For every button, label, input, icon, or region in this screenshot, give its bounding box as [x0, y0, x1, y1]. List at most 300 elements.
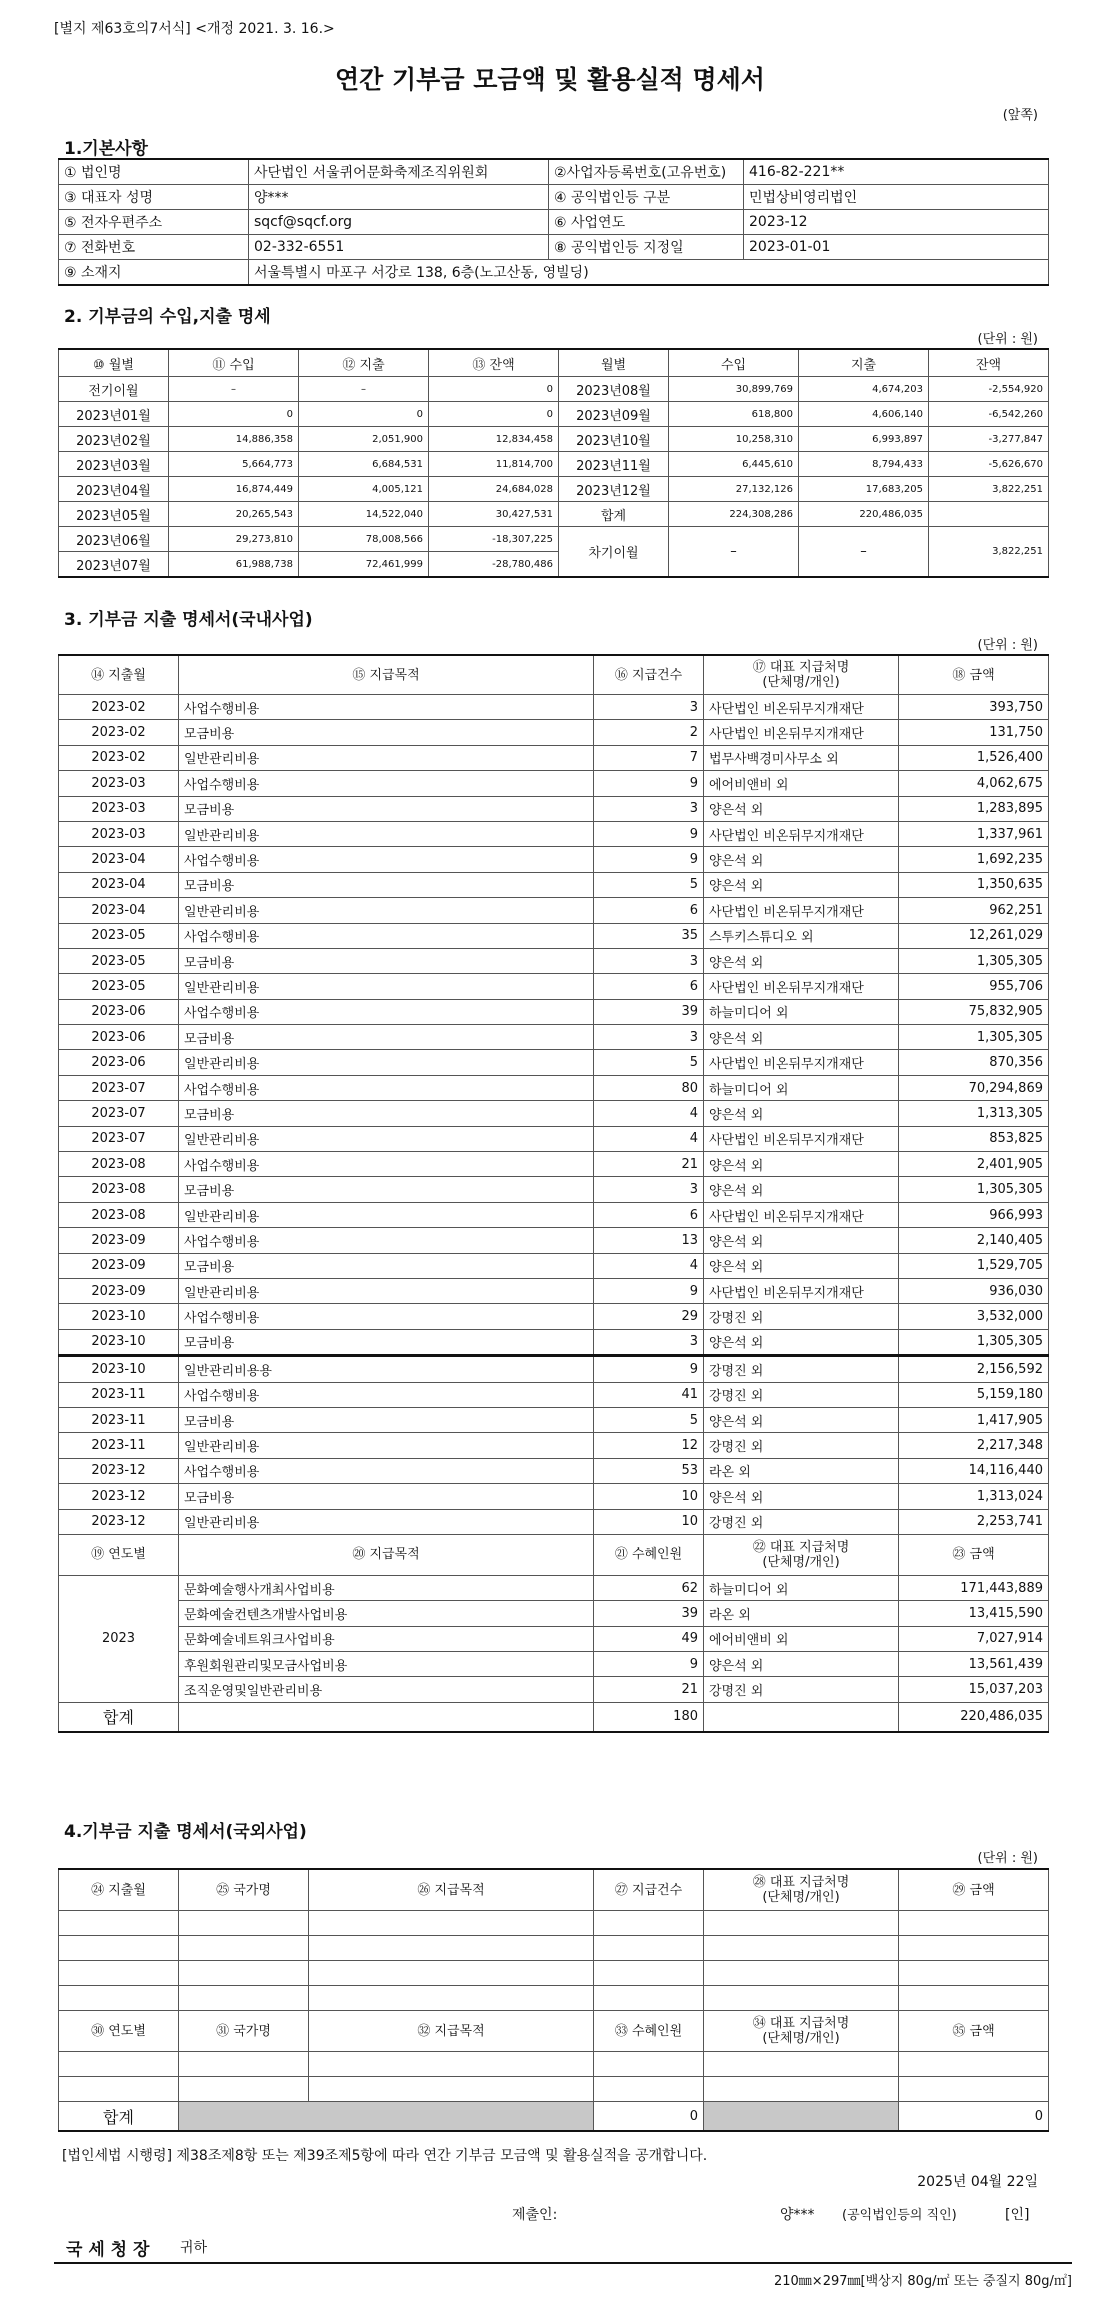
- purpose-cell: 사업수행비용: [179, 847, 594, 872]
- count-cell: 6: [594, 1202, 704, 1227]
- month-cell: 2023년06월: [59, 527, 169, 552]
- domestic-row: [59, 948, 1049, 973]
- month-cell: 2023-03: [59, 796, 179, 821]
- field-value: 02-332-6551: [249, 235, 549, 260]
- payee-cell: 강명진 외: [704, 1356, 899, 1382]
- purpose-cell: 일반관리비용: [179, 745, 594, 770]
- month-cell: 2023년02월: [59, 427, 169, 452]
- empty-cell: [899, 2077, 1049, 2102]
- month-cell: 2023-03: [59, 771, 179, 796]
- amount-cell: 5,664,773: [169, 452, 299, 477]
- section-basic-title: 1.기본사항: [64, 139, 148, 159]
- payee-cell: 사단법인 비온뒤무지개재단: [704, 1278, 899, 1303]
- submitter-role: (공익법인등의 직인): [842, 2208, 957, 2223]
- amount-cell: –: [299, 377, 429, 402]
- field-label: ④ 공익법인등 구분: [549, 185, 744, 210]
- count-cell: 29: [594, 1304, 704, 1329]
- domestic-row: [59, 1382, 1049, 1407]
- month-cell: 합계: [559, 502, 669, 527]
- header-line: (단체명/개인): [762, 1554, 840, 1570]
- amount-cell: 13,415,590: [899, 1601, 1049, 1626]
- amount-cell: 17,683,205: [799, 477, 929, 502]
- purpose-cell: 모금비용: [179, 1329, 594, 1355]
- column-header: ⑭ 지출월: [59, 655, 179, 695]
- column-header: ⑬ 잔액: [429, 349, 559, 377]
- payee-cell: 하늘미디어 외: [704, 1575, 899, 1600]
- domestic-year-row: [59, 1652, 1049, 1677]
- column-header: ㉓ 금액: [899, 1534, 1049, 1575]
- payee-cell: 양은석 외: [704, 1177, 899, 1202]
- section-domestic-title: 3. 기부금 지출 명세서(국내사업): [64, 610, 313, 630]
- amount-cell: 3,532,000: [899, 1304, 1049, 1329]
- month-cell: 2023년09월: [559, 402, 669, 427]
- empty-cell: [704, 2077, 899, 2102]
- empty-cell: [59, 1961, 179, 1986]
- foreign-unit: (단위 : 원): [977, 1851, 1038, 1866]
- footer-divider: [54, 2262, 1072, 2264]
- year-cell: 2023: [59, 1575, 179, 1702]
- count-cell: 49: [594, 1626, 704, 1651]
- count-cell: 4: [594, 1253, 704, 1278]
- domestic-row: [59, 898, 1049, 923]
- month-cell: 2023-06: [59, 999, 179, 1024]
- submitter-label: 제출인:: [512, 2207, 558, 2223]
- month-cell: 2023-04: [59, 898, 179, 923]
- amount-cell: 6,445,610: [669, 452, 799, 477]
- amount-cell: 3,822,251: [929, 477, 1049, 502]
- amount-cell: 13,561,439: [899, 1652, 1049, 1677]
- amount-cell: 27,132,126: [669, 477, 799, 502]
- empty-cell: [309, 1936, 594, 1961]
- empty-cell: [594, 1961, 704, 1986]
- field-value: 2023-01-01: [744, 235, 1049, 260]
- payee-cell: 에어비앤비 외: [704, 771, 899, 796]
- amount-cell: 962,251: [899, 898, 1049, 923]
- month-cell: 2023-10: [59, 1304, 179, 1329]
- purpose-cell: 일반관리비용용: [179, 1356, 594, 1382]
- purpose-cell: 모금비용: [179, 1177, 594, 1202]
- purpose-cell: 일반관리비용: [179, 1433, 594, 1458]
- amount-cell: 1,337,961: [899, 821, 1049, 846]
- basic-info-row: [59, 159, 1049, 185]
- payee-cell: 양은석 외: [704, 872, 899, 897]
- total-label: 합계: [59, 2102, 179, 2132]
- month-cell: 2023-12: [59, 1509, 179, 1534]
- field-label: ⑤ 전자우편주소: [59, 210, 249, 235]
- count-cell: 6: [594, 974, 704, 999]
- month-cell: 2023-11: [59, 1382, 179, 1407]
- purpose-cell: 일반관리비용: [179, 1126, 594, 1151]
- purpose-cell: 모금비용: [179, 1253, 594, 1278]
- purpose-cell: 일반관리비용: [179, 1050, 594, 1075]
- amount-cell: 6,993,897: [799, 427, 929, 452]
- payee-cell: 에어비앤비 외: [704, 1626, 899, 1651]
- month-cell: 차기이월: [559, 527, 669, 578]
- amount-cell: -18,307,225: [429, 527, 559, 552]
- amount-cell: 0: [299, 402, 429, 427]
- amount-cell: -6,542,260: [929, 402, 1049, 427]
- count-cell: 10: [594, 1484, 704, 1509]
- foreign-year-header-row: [59, 2011, 1049, 2052]
- count-cell: 5: [594, 1050, 704, 1075]
- amount-cell: 1,313,305: [899, 1101, 1049, 1126]
- amount-cell: 870,356: [899, 1050, 1049, 1075]
- header-line: (단체명/개인): [762, 675, 840, 690]
- purpose-cell: 사업수행비용: [179, 771, 594, 796]
- empty-cell: [704, 1936, 899, 1961]
- count-cell: 39: [594, 999, 704, 1024]
- income-row: [59, 502, 1049, 527]
- month-cell: 2023년08월: [559, 377, 669, 402]
- total-amount: 220,486,035: [899, 1702, 1049, 1732]
- empty-cell: [179, 1911, 309, 1936]
- total-count: 180: [594, 1702, 704, 1732]
- amount-cell: 1,313,024: [899, 1484, 1049, 1509]
- section-income-title: 2. 기부금의 수입,지출 명세: [64, 307, 271, 327]
- amount-cell: 1,526,400: [899, 745, 1049, 770]
- purpose-cell: 일반관리비용: [179, 821, 594, 846]
- amount-cell: 12,261,029: [899, 923, 1049, 948]
- month-cell: 2023년10월: [559, 427, 669, 452]
- month-cell: 2023-02: [59, 695, 179, 720]
- month-cell: 2023-09: [59, 1228, 179, 1253]
- month-cell: 2023-05: [59, 974, 179, 999]
- amount-cell: 7,027,914: [899, 1626, 1049, 1651]
- amount-cell: 10,258,310: [669, 427, 799, 452]
- empty-cell: [594, 1936, 704, 1961]
- domestic-row: [59, 1177, 1049, 1202]
- purpose-cell: 조직운영및일반관리비용: [179, 1677, 594, 1702]
- domestic-row: [59, 771, 1049, 796]
- month-cell: 2023-04: [59, 872, 179, 897]
- column-header: ㉖ 지급목적: [309, 1869, 594, 1911]
- field-label: ⑨ 소재지: [59, 260, 249, 286]
- purpose-cell: 사업수행비용: [179, 1228, 594, 1253]
- amount-cell: –: [169, 377, 299, 402]
- foreign-empty-row: [59, 2077, 1049, 2102]
- column-header: 수입: [669, 349, 799, 377]
- purpose-cell: 일반관리비용: [179, 1509, 594, 1534]
- amount-cell: 131,750: [899, 720, 1049, 745]
- count-cell: 9: [594, 771, 704, 796]
- amount-cell: 14,886,358: [169, 427, 299, 452]
- income-row: [59, 402, 1049, 427]
- empty-cell: [59, 1911, 179, 1936]
- submission-date: 2025년 04월 22일: [917, 2174, 1038, 2190]
- field-value: 양***: [249, 185, 549, 210]
- address-value: 서울특별시 마포구 서강로 138, 6층(노고산동, 영빌딩): [249, 260, 1049, 286]
- column-header: 잔액: [929, 349, 1049, 377]
- column-header: [704, 2011, 899, 2052]
- empty-cell: [179, 1702, 594, 1732]
- empty-cell: [309, 2052, 594, 2077]
- amount-cell: 29,273,810: [169, 527, 299, 552]
- amount-cell: 1,305,305: [899, 1025, 1049, 1050]
- domestic-row: [59, 1101, 1049, 1126]
- purpose-cell: 사업수행비용: [179, 999, 594, 1024]
- submitter-name: 양***: [780, 2207, 815, 2223]
- domestic-row: [59, 1356, 1049, 1382]
- payee-cell: 양은석 외: [704, 1101, 899, 1126]
- column-header: ⑫ 지출: [299, 349, 429, 377]
- month-cell: 2023-12: [59, 1458, 179, 1483]
- count-cell: 21: [594, 1677, 704, 1702]
- empty-cell: [594, 1911, 704, 1936]
- domestic-row: [59, 1050, 1049, 1075]
- payee-cell: 하늘미디어 외: [704, 999, 899, 1024]
- month-cell: 2023-07: [59, 1126, 179, 1151]
- month-cell: 2023-06: [59, 1025, 179, 1050]
- payee-cell: 강명진 외: [704, 1433, 899, 1458]
- payee-cell: 라온 외: [704, 1601, 899, 1626]
- month-cell: 2023-05: [59, 948, 179, 973]
- empty-cell: [309, 2077, 594, 2102]
- payee-cell: 사단법인 비온뒤무지개재단: [704, 898, 899, 923]
- month-cell: 2023-08: [59, 1202, 179, 1227]
- domestic-row: [59, 1228, 1049, 1253]
- amount-cell: 78,008,566: [299, 527, 429, 552]
- amount-cell: 1,692,235: [899, 847, 1049, 872]
- domestic-header-row: [59, 655, 1049, 695]
- amount-cell: [929, 502, 1049, 527]
- count-cell: 41: [594, 1382, 704, 1407]
- payee-cell: 사단법인 비온뒤무지개재단: [704, 1050, 899, 1075]
- payee-cell: 양은석 외: [704, 1253, 899, 1278]
- foreign-empty-row: [59, 1911, 1049, 1936]
- amount-cell: 75,832,905: [899, 999, 1049, 1024]
- amount-cell: 3,822,251: [929, 527, 1049, 578]
- domestic-year-row: [59, 1575, 1049, 1600]
- empty-cell: [179, 2052, 309, 2077]
- count-cell: 21: [594, 1152, 704, 1177]
- domestic-row: [59, 695, 1049, 720]
- amount-cell: 1,305,305: [899, 948, 1049, 973]
- count-cell: 9: [594, 1356, 704, 1382]
- month-cell: 2023년04월: [59, 477, 169, 502]
- count-cell: 62: [594, 1575, 704, 1600]
- empty-cell: [704, 2052, 899, 2077]
- empty-cell: [179, 2077, 309, 2102]
- income-row: [59, 452, 1049, 477]
- field-label: ⑧ 공익법인등 지정일: [549, 235, 744, 260]
- count-cell: 4: [594, 1126, 704, 1151]
- count-cell: 9: [594, 1652, 704, 1677]
- foreign-empty-row: [59, 1936, 1049, 1961]
- amount-cell: 20,265,543: [169, 502, 299, 527]
- amount-cell: –: [669, 527, 799, 578]
- basic-info-row: [59, 235, 1049, 260]
- month-cell: 전기이월: [59, 377, 169, 402]
- month-cell: 2023-08: [59, 1177, 179, 1202]
- column-header: ⑲ 연도별: [59, 1534, 179, 1575]
- header-line: (단체명/개인): [762, 1890, 840, 1905]
- income-header-row: [59, 349, 1049, 377]
- amount-cell: 0: [429, 402, 559, 427]
- purpose-cell: 일반관리비용: [179, 1278, 594, 1303]
- count-cell: 5: [594, 872, 704, 897]
- count-cell: 39: [594, 1601, 704, 1626]
- purpose-cell: 모금비용: [179, 720, 594, 745]
- amount-cell: 2,401,905: [899, 1152, 1049, 1177]
- field-label: ① 법인명: [59, 159, 249, 185]
- count-cell: 2: [594, 720, 704, 745]
- count-cell: 35: [594, 923, 704, 948]
- month-cell: 2023-06: [59, 1050, 179, 1075]
- month-cell: 2023-07: [59, 1101, 179, 1126]
- header-line: ㉞ 대표 지급처명: [752, 2016, 850, 2031]
- amount-cell: 966,993: [899, 1202, 1049, 1227]
- count-cell: 3: [594, 695, 704, 720]
- amount-cell: 15,037,203: [899, 1677, 1049, 1702]
- domestic-row: [59, 821, 1049, 846]
- column-header: ⑩ 월별: [59, 349, 169, 377]
- field-value: sqcf@sqcf.org: [249, 210, 549, 235]
- domestic-year-header-row: [59, 1534, 1049, 1575]
- amount-cell: 14,522,040: [299, 502, 429, 527]
- empty-cell: [899, 1961, 1049, 1986]
- amount-cell: 224,308,286: [669, 502, 799, 527]
- month-cell: 2023-11: [59, 1407, 179, 1432]
- income-row: [59, 527, 1049, 552]
- paper-spec: 210㎜×297㎜[백상지 80g/㎡ 또는 중질지 80g/㎡]: [773, 2274, 1072, 2289]
- domestic-row: [59, 1126, 1049, 1151]
- foreign-empty-row: [59, 2052, 1049, 2077]
- payee-cell: 양은석 외: [704, 1025, 899, 1050]
- amount-cell: 30,899,769: [669, 377, 799, 402]
- shaded-cell: [179, 2102, 594, 2132]
- basic-info-row: [59, 210, 1049, 235]
- month-cell: 2023년03월: [59, 452, 169, 477]
- domestic-row: [59, 872, 1049, 897]
- amount-cell: 5,159,180: [899, 1382, 1049, 1407]
- payee-cell: 양은석 외: [704, 1652, 899, 1677]
- month-cell: 2023-05: [59, 923, 179, 948]
- month-cell: 2023년07월: [59, 552, 169, 578]
- month-cell: 2023-02: [59, 720, 179, 745]
- purpose-cell: 일반관리비용: [179, 974, 594, 999]
- income-row: [59, 377, 1049, 402]
- month-cell: 2023-08: [59, 1152, 179, 1177]
- empty-cell: [59, 1936, 179, 1961]
- total-label: 합계: [59, 1702, 179, 1732]
- payee-cell: 하늘미디어 외: [704, 1075, 899, 1100]
- column-header: [704, 1534, 899, 1575]
- amount-cell: 4,005,121: [299, 477, 429, 502]
- field-value: 2023-12: [744, 210, 1049, 235]
- amount-cell: 1,305,305: [899, 1329, 1049, 1355]
- payee-cell: 강명진 외: [704, 1304, 899, 1329]
- domestic-row: [59, 796, 1049, 821]
- amount-cell: 2,156,592: [899, 1356, 1049, 1382]
- domestic-row: [59, 1329, 1049, 1355]
- payee-cell: 스투키스튜디오 외: [704, 923, 899, 948]
- column-header: ㉝ 수혜인원: [594, 2011, 704, 2052]
- amount-cell: 2,253,741: [899, 1509, 1049, 1534]
- empty-cell: [309, 1961, 594, 1986]
- domestic-row: [59, 1025, 1049, 1050]
- purpose-cell: 모금비용: [179, 1407, 594, 1432]
- purpose-cell: 사업수행비용: [179, 1152, 594, 1177]
- month-cell: 2023-02: [59, 745, 179, 770]
- empty-cell: [899, 1911, 1049, 1936]
- count-cell: 13: [594, 1228, 704, 1253]
- month-cell: 2023년01월: [59, 402, 169, 427]
- column-header: ㉕ 국가명: [179, 1869, 309, 1911]
- domestic-row: [59, 720, 1049, 745]
- field-label: ⑦ 전화번호: [59, 235, 249, 260]
- amount-cell: -28,780,486: [429, 552, 559, 578]
- amount-cell: 393,750: [899, 695, 1049, 720]
- purpose-cell: 문화예술컨텐츠개발사업비용: [179, 1601, 594, 1626]
- domestic-table: [58, 654, 1049, 1733]
- amount-cell: 955,706: [899, 974, 1049, 999]
- domestic-row: [59, 1075, 1049, 1100]
- column-header: ㉔ 지출월: [59, 1869, 179, 1911]
- month-cell: 2023-11: [59, 1433, 179, 1458]
- payee-cell: 양은석 외: [704, 1484, 899, 1509]
- purpose-cell: 문화예술행사개최사업비용: [179, 1575, 594, 1600]
- empty-cell: [59, 1986, 179, 2011]
- column-header: ㉜ 지급목적: [309, 2011, 594, 2052]
- payee-cell: 법무사백경미사무소 외: [704, 745, 899, 770]
- field-label: ③ 대표자 성명: [59, 185, 249, 210]
- amount-cell: 6,684,531: [299, 452, 429, 477]
- payee-cell: 사단법인 비온뒤무지개재단: [704, 720, 899, 745]
- payee-cell: 양은석 외: [704, 1407, 899, 1432]
- field-value: 416-82-221**: [744, 159, 1049, 185]
- month-cell: 2023-04: [59, 847, 179, 872]
- amount-cell: -3,277,847: [929, 427, 1049, 452]
- header-line: ㉘ 대표 지급처명: [752, 1875, 850, 1890]
- count-cell: 6: [594, 898, 704, 923]
- payee-cell: 사단법인 비온뒤무지개재단: [704, 821, 899, 846]
- payee-cell: 사단법인 비온뒤무지개재단: [704, 1202, 899, 1227]
- empty-cell: [704, 1961, 899, 1986]
- amount-cell: 618,800: [669, 402, 799, 427]
- amount-cell: 24,684,028: [429, 477, 559, 502]
- payee-cell: 사단법인 비온뒤무지개재단: [704, 695, 899, 720]
- month-cell: 2023년12월: [559, 477, 669, 502]
- purpose-cell: 사업수행비용: [179, 923, 594, 948]
- amount-cell: 0: [429, 377, 559, 402]
- basic-info-table: [58, 158, 1049, 286]
- section-foreign-title: 4.기부금 지출 명세서(국외사업): [64, 1822, 307, 1842]
- purpose-cell: 사업수행비용: [179, 695, 594, 720]
- payee-cell: 강명진 외: [704, 1677, 899, 1702]
- count-cell: 3: [594, 1329, 704, 1355]
- amount-cell: 936,030: [899, 1278, 1049, 1303]
- count-cell: 12: [594, 1433, 704, 1458]
- column-header: ㉛ 국가명: [179, 2011, 309, 2052]
- domestic-row: [59, 1304, 1049, 1329]
- domestic-row: [59, 1407, 1049, 1432]
- domestic-row: [59, 1484, 1049, 1509]
- header-line: (단체명/개인): [762, 2031, 840, 2046]
- domestic-row: [59, 1458, 1049, 1483]
- foreign-table: [58, 1868, 1049, 2132]
- empty-cell: [309, 1911, 594, 1936]
- amount-cell: 2,217,348: [899, 1433, 1049, 1458]
- domestic-row: [59, 1509, 1049, 1534]
- amount-cell: 853,825: [899, 1126, 1049, 1151]
- column-header: 지출: [799, 349, 929, 377]
- amount-cell: -5,626,670: [929, 452, 1049, 477]
- amount-cell: 2,051,900: [299, 427, 429, 452]
- purpose-cell: 문화예술네트워크사업비용: [179, 1626, 594, 1651]
- seal-label: [인]: [1005, 2207, 1030, 2223]
- column-header: ⑪ 수입: [169, 349, 299, 377]
- payee-cell: 양은석 외: [704, 796, 899, 821]
